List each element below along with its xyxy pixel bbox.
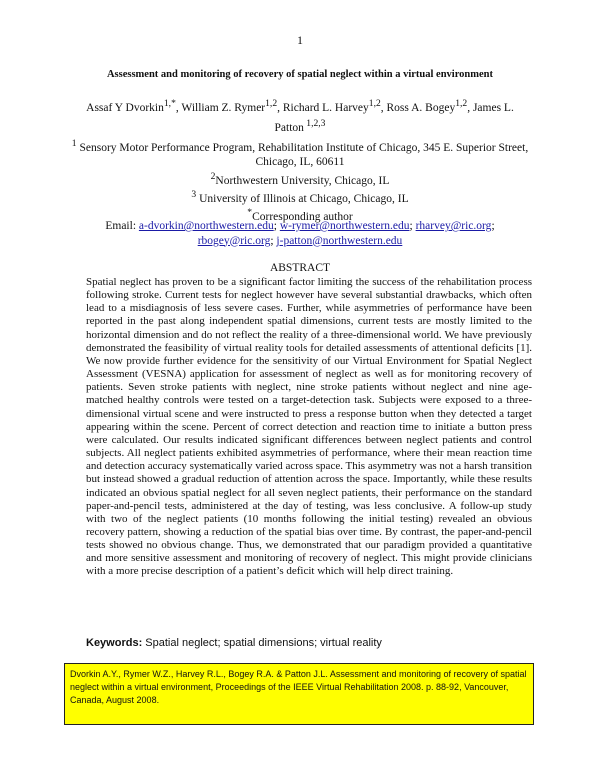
affiliation-number: * — [247, 207, 253, 219]
email-link[interactable]: w-rymer@northwestern.edu — [279, 220, 410, 232]
email-link[interactable]: a-dvorkin@northwestern.edu — [138, 220, 274, 232]
affiliation-number: 3 — [191, 189, 197, 201]
affiliation-number: 2 — [210, 170, 216, 182]
affiliation-text: University of Illinois at Chicago, Chicago, IL — [199, 192, 409, 205]
author-name: William Z. Rymer — [181, 101, 266, 114]
author-affiliation-marker: 1,2,3 — [303, 117, 326, 129]
affiliation-text: Corresponding author — [252, 211, 353, 224]
author-separator: , — [380, 101, 387, 114]
keywords-line — [86, 637, 526, 649]
author-name: Assaf Y Dvorkin — [86, 101, 164, 114]
keywords-text: Spatial neglect; spatial dimensions; virtual reality — [142, 637, 382, 649]
author-separator: , — [277, 101, 283, 114]
affiliation-list — [70, 137, 530, 225]
author-name: Ross A. Bogey — [386, 101, 456, 114]
page-number: 1 — [297, 33, 303, 47]
affiliation — [70, 188, 530, 206]
email-list — [70, 219, 530, 248]
email-link[interactable]: j-patton@northwestern.edu — [276, 234, 403, 247]
keywords-label: Keywords: — [86, 637, 143, 649]
abstract-heading: ABSTRACT — [269, 262, 331, 274]
email-separator: ; — [270, 234, 277, 247]
paper-title: Assessment and monitoring of recovery of spatial neglect within a virtual environment — [106, 69, 494, 80]
author-separator: , — [175, 101, 182, 114]
affiliation — [70, 170, 530, 188]
author-affiliation-marker: 1,2 — [368, 98, 381, 109]
author-affiliation-marker: 1,2 — [265, 98, 278, 109]
author-name: James L. Patton — [274, 101, 514, 134]
affiliation-number: 1 — [71, 138, 77, 149]
email-link[interactable]: rharvey@ric.org — [415, 220, 492, 232]
email-label: Email: — [105, 220, 139, 232]
author-affiliation-marker: 1,* — [163, 98, 176, 109]
author-separator: , — [467, 101, 473, 114]
author-list — [78, 96, 522, 136]
affiliation-text: Northwestern University, Chicago, IL — [215, 174, 390, 187]
email-separator: ; — [409, 220, 416, 232]
email-link[interactable]: rbogey@ric.org — [197, 234, 271, 247]
author-affiliation-marker: 1,2 — [455, 98, 468, 109]
affiliation — [70, 137, 530, 170]
email-separator: ; — [273, 220, 280, 232]
abstract-body: Spatial neglect has proven to be a significant factor limiting the success of the rehabilitation process following stroke. Current tests for neglect however have several substantial drawbacks, which often lead to a misdiagnosis of less severe cases. Further, while asymmetries of performance have been reported in the past along independent spatial dimensions, current tests are mostly limited to the horizontal dimension and do not reflect the reality of a three-dimensional world. We have previously demonstrated the feasibility of virtual reality tools for detailed assessments of attentional deficits [1]. We now provide further evidence for the sensitivity of our Virtual Environment for Spatial Neglect Assessment (VESNA) application for assessment of neglect as well as for monitoring recovery of patients. Seven stroke patients with neglect, nine stroke patients without neglect and nine age-matched healthy controls were tested on a target-detection task. Subjects were exposed to a three-dimensional virtual scene and were instructed to press a response button when they detected a target appearing within the scene. Percent of correct detection and reaction time to initiate a button press were calculated. Our results indicated significant differences between neglect patients and control subjects. All neglect patients exhibited asymmetries of performance, where their mean reaction time and detection accuracy systematically varied across space. This asymmetry was not a harsh transition but instead showed a gradual reduction of attention across the space. Importantly, while these results indicated an obvious spatial neglect for all seven neglect patients, their performance on the standard paper-and-pencil tests, administered at the day of testing, was less conclusive. A follow-up study with two of the neglect patients (10 months following the initial testing) revealed an obvious recovery pattern, showing a reduction of the spatial bias over time. By contrast, the paper-and-pencil tests showed no obvious change. Thus, we demonstrated that our paradigm provided a quantitative and more sensitive assessment and monitoring of recovery of neglect. This might provide clinicians with a more precise description of a patient’s deficit which will help direct training. — [86, 276, 532, 578]
affiliation-text: Sensory Motor Performance Program, Rehabilitation Institute of Chicago, 345 E. Superior Street, Chicago, IL, 60611 — [79, 141, 529, 169]
email-separator: ; — [491, 220, 495, 232]
author-name: Richard L. Harvey — [282, 101, 369, 114]
citation-box: Dvorkin A.Y., Rymer W.Z., Harvey R.L., Bogey R.A. & Patton J.L. Assessment and monitoring of recovery of spatial neglect within a virtual environment, Proceedings of the IEEE Virtual Rehabilitation 2008. p. 88-92, Vancouver, Canada, August 2008. — [64, 663, 534, 725]
